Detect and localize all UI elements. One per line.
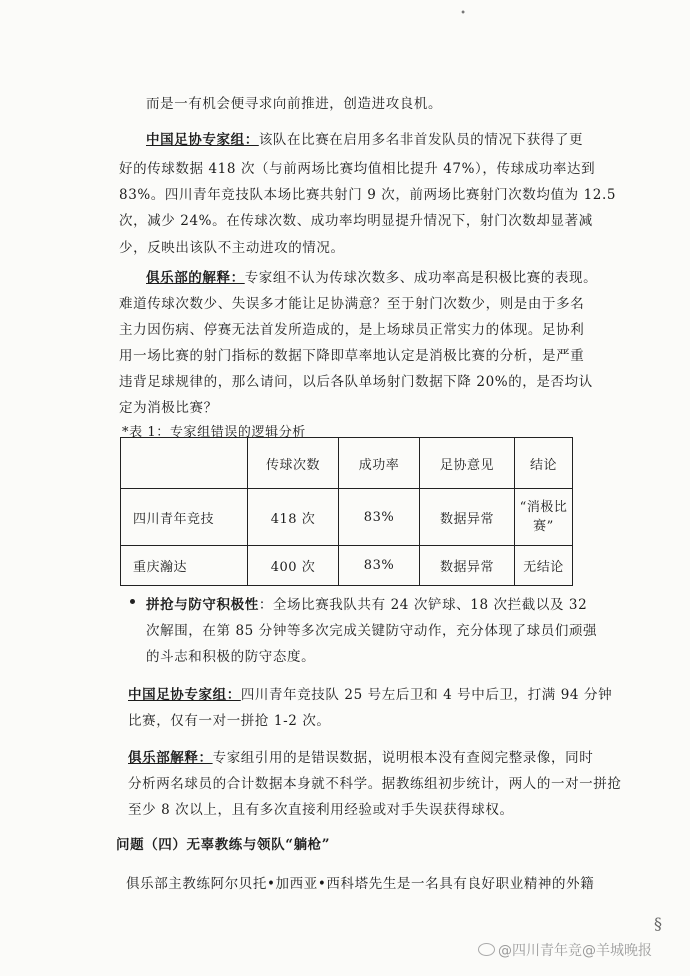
table-row [121,546,573,586]
opinion-cell: 数据异常 [420,546,515,586]
paragraph-line: 次，减少 24%。在传球次数、成功率均明显提升情况下，射门次数却显著减 [119,213,593,229]
table-header-row [121,438,573,489]
expert-group-label: 中国足协专家组： [128,687,241,703]
rate-cell: 83% [339,546,420,586]
conclusion-cell: “消极比 赛” [515,489,573,546]
paragraph-line: 至少 8 次以上，且有多次直接利用经验或对手失误获得球权。 [128,802,514,818]
paragraph-line: 分析两名球员的合计数据本身就不科学。据教练组初步统计，两人的一对一拼抢 [128,776,622,792]
passes-cell: 418 次 [248,489,339,546]
bullet-dot-icon [130,599,135,604]
table-header-cell: 足协意见 [420,438,515,489]
paragraph-line: 违背足球规律的，那么请问，以后各队单场射门数据下降 20%的，是否均认 [119,374,593,390]
bullet-line: 拼抢与防守积极性：全场比赛我队共有 24 次铲球、18 次拦截以及 32 [146,593,587,613]
team-cell: 四川青年竞技 [121,489,248,546]
weibo-watermark: @四川青年竞@羊城晚报 [478,940,652,960]
paragraph-line: 的斗志和积极的防守态度。 [146,649,316,665]
paragraph-line: 少，反映出该队不主动进攻的情况。 [119,240,345,256]
paragraph-line: 定为消极比赛？ [119,400,218,416]
paragraph-line: 主力因伤病、停赛无法首发所造成的，是上场球员正常实力的体现。足协利 [119,322,585,338]
table-header-cell: 成功率 [339,438,420,489]
paragraph-line: 比赛，仅有一对一拼抢 1-2 次。 [128,713,331,729]
paragraph-line: 次解围，在第 85 分钟等多次完成关键防守动作，充分体现了球员们顽强 [146,623,598,639]
paragraph-line: 而是一有机会便寻求向前推进，创造进攻良机。 [146,96,443,112]
corner-mark: • [460,8,466,19]
club-explanation-label: 俱乐部的解释： [146,270,245,286]
table-header-cell [121,438,248,489]
bullet-label: 拼抢与防守积极性 [146,597,259,613]
paragraph-line: 用一场比赛的射门指标的数据下降即草率地认定是消极比赛的分析，是严重 [119,348,585,364]
expert-group-label: 中国足协专家组： [146,132,259,148]
logic-analysis-table [120,437,573,586]
team-cell: 重庆瀚达 [121,546,248,586]
rate-cell: 83% [339,489,420,546]
corner-mark: § [654,914,662,933]
table-row [121,489,573,546]
paragraph-line: 难道传球次数少、失误多才能让足协满意？至于射门次数少，则是由于多名 [119,296,585,312]
club-explanation-label: 俱乐部解释： [128,750,213,766]
table-caption: *表 1：专家组错误的逻辑分析 [122,425,306,440]
table-header-cell: 传球次数 [248,438,339,489]
table-header-cell: 结论 [515,438,573,489]
paragraph-line: 中国足协专家组：四川青年竞技队 25 号左后卫和 4 号中后卫，打满 94 分钟 [128,687,613,703]
weibo-icon [478,943,495,956]
paragraph-line: 俱乐部解释：专家组引用的是错误数据，说明根本没有查阅完整录像，同时 [128,750,594,766]
opinion-cell: 数据异常 [420,489,515,546]
passes-cell: 400 次 [248,546,339,586]
paragraph-line: 中国足协专家组：该队在比赛在启用多名非首发队员的情况下获得了更 [146,132,584,148]
conclusion-cell: 无结论 [515,546,573,586]
paragraph-line: 俱乐部的解释：专家组不认为传球次数多、成功率高是积极比赛的表现。 [146,270,598,286]
paragraph-line: 俱乐部主教练阿尔贝托•加西亚•西科塔先生是一名具有良好职业精神的外籍 [126,876,595,892]
paragraph-line: 83%。四川青年竞技队本场比赛共射门 9 次，前两场比赛射门次数均值为 12.5 [119,187,617,203]
section-heading: 问题（四）无辜教练与领队“躺枪” [116,837,331,853]
paragraph-line: 好的传球数据 418 次（与前两场比赛均值相比提升 47%），传球成功率达到 [119,161,596,177]
